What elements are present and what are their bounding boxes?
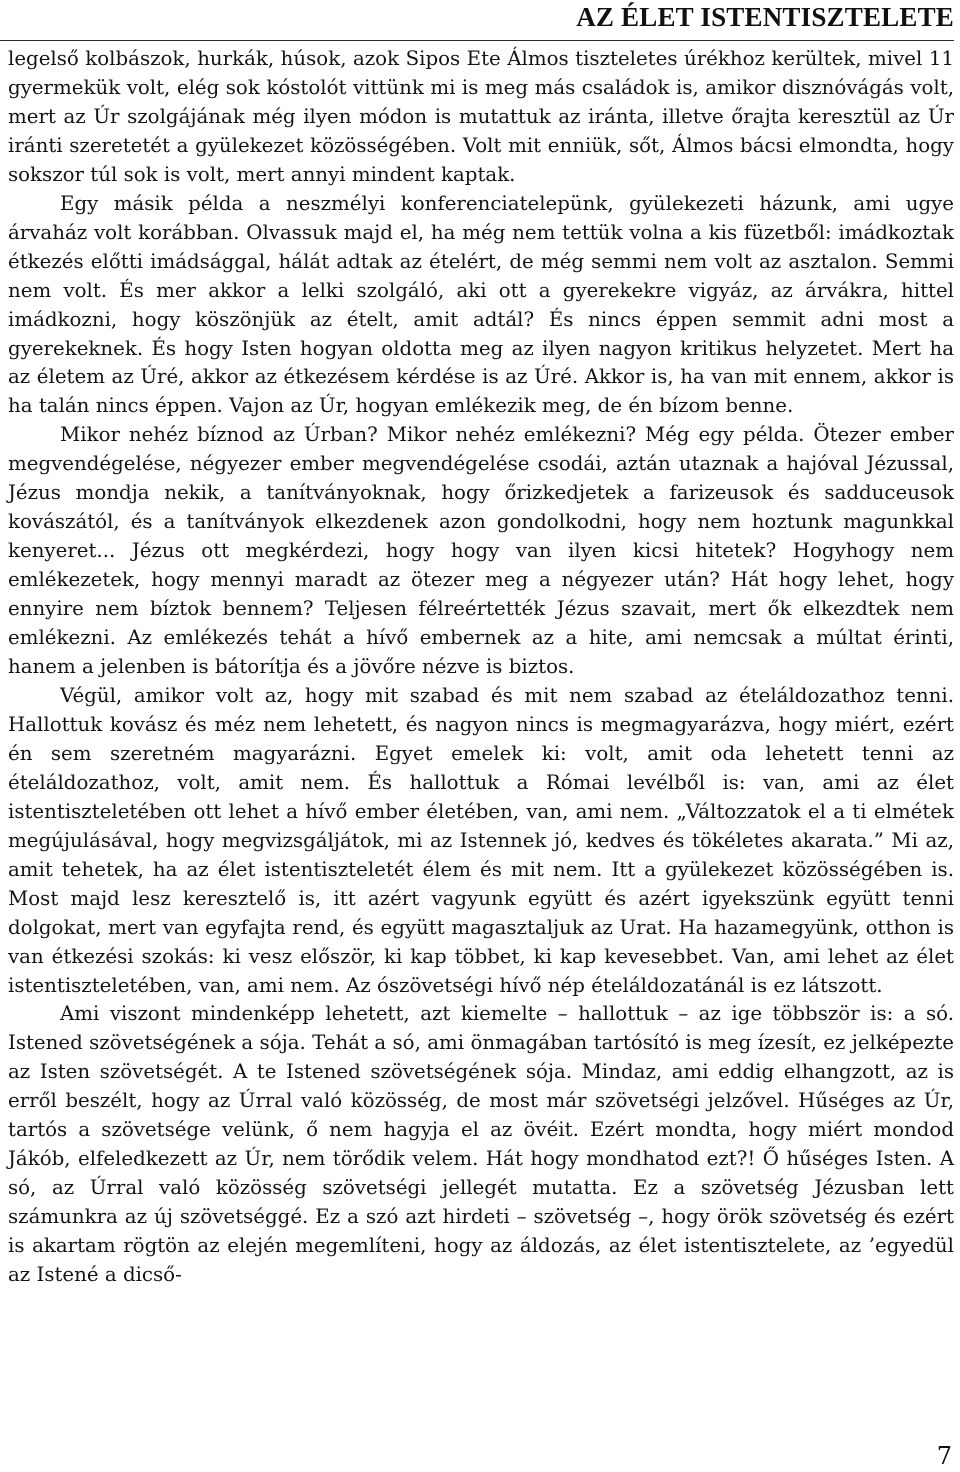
paragraph: Végül, amikor volt az, hogy mit szabad és mit nem szabad az ételáldozathoz tenni. Hallottuk kovász és méz nem lehetett, és nagyon nincs is megmagyarázva, hogy miért, ezért én sem szeretném magyarázni. Egyet emelek ki: volt, amit oda lehetett tenni az ételáldozathoz, volt, amit nem. És hallottuk a Római levélből is: van, ami az élet istentiszteletében ott lehet a hívő ember életében, van, ami nem. „Változzatok el a ti elmétek megújulásával, hogy megvizsgáljátok, mi az Istennek jó, kedves és tökéletes akarata.” Mi az, amit tehetek, ha az élet istentiszteletét élem és mit nem. Itt a gyülekezet közösségében is. Most majd lesz keresztelő is, itt azért vagyunk együtt és azért igyekszünk együtt tenni dolgokat, mert van egyfajta rend, és együtt magasztaljuk az Urat. Ha hazamegyünk, otthon is van étkezési szokás: ki vesz először, ki kap többet, ki kap kevesebbet. Van, ami lehet az élet istentiszteletében, van, ami nem. Az ószövetségi hívő nép ételáldozatánál is ez látszott. — [8, 683, 954, 997]
paragraph: Mikor nehéz bíznod az Úrban? Mikor nehéz emlékezni? Még egy példa. Ötezer ember megvendégelése, négyezer ember megvendégelése csodái, aztán utaznak a hajóval Jézussal, Jézus mondja nekik, a tanítványoknak, hogy őrizkedjetek a farizeusok és sadduceusok kovászától, és a tanítványok elkezdenek azon gondolkodni, hogy nem hoztunk magunkkal kenyeret... Jézus ott megkérdezi, hogy hogy van ilyen kicsi hitetek? Hogyhogy nem emlékezetek, hogy mennyi maradt az ötezer meg a négyezer után? Hát hogy lehet, hogy ennyire nem bíztok bennem? Teljesen félreértették Jézus szavait, mert ők elkezdtek nem emlékezni. Az emlékezés tehát a hívő embernek az a hite, ami nemcsak a múltat érinti, hanem a jelenben is bátorítja és a jövőre nézve is biztos. — [8, 423, 954, 679]
paragraph: legelső kolbászok, hurkák, húsok, azok Sipos Ete Álmos tiszteletes úrékhoz kerültek, mivel 11 gyermekük volt, elég sok kóstolót vittünk mi is meg más családok is, amikor disznóvágás volt, mert az Úr szolgájának még ilyen módon is mutattuk az iránta, illetve őrajta keresztül az Úr iránti szeretetét a gyülekezet közösségében. Volt mit enniük, sőt, Álmos bácsi elmondta, hogy sokszor túl sok is volt, mert annyi mindent kaptak. — [8, 47, 954, 186]
body-text — [8, 45, 954, 1290]
header-title: AZ ÉLET ISTENTISZTELETE — [576, 2, 954, 32]
paragraph: Ami viszont mindenképp lehetett, azt kiemelte – hallottuk – az ige többször is: a só. Istened szövetségének a sója. Tehát a só, ami önmagában tartósító is meg ízesít, ez jelképezte az Isten szövetségét. A te Istened szövetségének sója. Mindaz, ami eddig elhangzott, az is erről beszélt, hogy az Úrral való közösség, de most már szövetségi jelzővel. Hűséges az Úr, tartós a szövetsége velünk, ő nem hagyja el az övéit. Ezért mondta, hogy miért mondod Jákób, elfeledkezett az Úr, nem törődik velem. Hát hogy mondhatod ezt?! Ő hűséges Isten. A só, az Úrral való közösség szövetségi jellegét mutatta. Ez a szövetség Jézusban lett számunkra az új szövetséggé. Ez a szó azt hirdeti – szövetség –, hogy örök szövetség és ezért is akartam rögtön az elején megemlíteni, hogy az áldozás, az élet istentisztelete, az ’egyedül az Istené a dicső- — [8, 1002, 954, 1287]
page-number: 7 — [936, 1442, 952, 1470]
running-header — [0, 0, 954, 41]
paragraph: Egy másik példa a neszmélyi konferenciatelepünk, gyülekezeti házunk, ami ugye árvaház volt korábban. Olvassuk majd el, ha még nem tettük volna a kis füzetből: imádkoztak étkezés előtti imádsággal, hálát adtak az ételért, de még semmi nem volt az asztalon. Semmi nem volt. És mer akkor a lelki szolgáló, aki ott a gyerekekre vigyáz, az árvákra, hittel imádkozni, hogy köszönjük az ételt, amit adtál? És nincs éppen semmit adni most a gyerekeknek. És hogy Isten hogyan oldotta meg az ilyen nagyon kritikus helyzetet. Mert ha az életem az Úré, akkor az étkezésem kérdése is az Úré. Akkor is, ha van mit ennem, akkor is ha talán nincs éppen. Vajon az Úr, hogyan emlékezik meg, de én bízom benne. — [8, 191, 954, 418]
